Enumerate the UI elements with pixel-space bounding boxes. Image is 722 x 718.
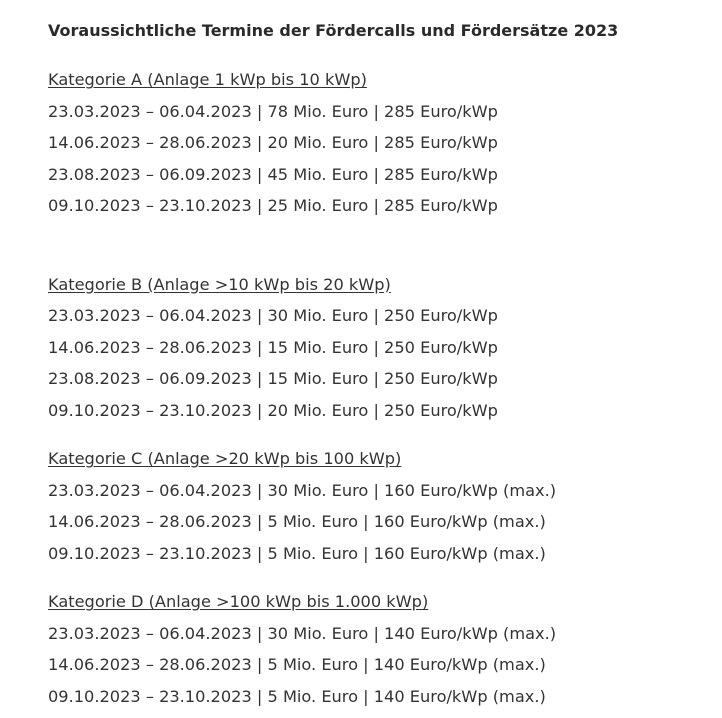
list-item: 09.10.2023 – 23.10.2023 | 5 Mio. Euro | 140 Euro/kWp (max.) xyxy=(48,686,546,706)
list-item: 23.08.2023 – 06.09.2023 | 15 Mio. Euro | 250 Euro/kWp xyxy=(48,369,498,388)
category-heading: Kategorie B (Anlage >10 kWp bis 20 kWp) xyxy=(48,274,391,294)
list-item: 14.06.2023 – 28.06.2023 | 5 Mio. Euro | 140 Euro/kWp (max.) xyxy=(48,655,546,674)
list-item: 14.06.2023 – 28.06.2023 | 20 Mio. Euro | 285 Euro/kWp xyxy=(48,133,498,152)
category-d xyxy=(48,586,722,712)
list-item: 09.10.2023 – 23.10.2023 | 20 Mio. Euro | 250 Euro/kWp xyxy=(48,400,498,420)
list-item: 23.03.2023 – 06.04.2023 | 30 Mio. Euro | 250 Euro/kWp xyxy=(48,306,498,325)
list-item: 23.03.2023 – 06.04.2023 | 30 Mio. Euro | 160 Euro/kWp (max.) xyxy=(48,480,557,500)
list-item: 23.03.2023 – 06.04.2023 | 30 Mio. Euro | 140 Euro/kWp (max.) xyxy=(48,623,557,643)
page-title: Voraussichtliche Termine der Fördercalls und Fördersätze 2023 xyxy=(48,21,619,40)
list-item: 23.08.2023 – 06.09.2023 | 45 Mio. Euro | 285 Euro/kWp xyxy=(48,164,498,184)
list-item: 23.03.2023 – 06.04.2023 | 78 Mio. Euro | 285 Euro/kWp xyxy=(48,101,498,121)
category-heading: Kategorie D (Anlage >100 kWp bis 1.000 kWp) xyxy=(48,592,429,611)
list-item: 09.10.2023 – 23.10.2023 | 5 Mio. Euro | 160 Euro/kWp (max.) xyxy=(48,543,546,563)
list-item: 09.10.2023 – 23.10.2023 | 25 Mio. Euro | 285 Euro/kWp xyxy=(48,196,498,215)
category-heading: Kategorie A (Anlage 1 kWp bis 10 kWp) xyxy=(48,70,367,89)
category-b xyxy=(48,269,722,427)
list-item: 14.06.2023 – 28.06.2023 | 15 Mio. Euro | 250 Euro/kWp xyxy=(48,337,498,357)
category-c xyxy=(48,443,722,569)
list-item: 14.06.2023 – 28.06.2023 | 5 Mio. Euro | 160 Euro/kWp (max.) xyxy=(48,512,546,531)
category-a xyxy=(48,64,722,222)
category-heading: Kategorie C (Anlage >20 kWp bis 100 kWp) xyxy=(48,449,402,468)
